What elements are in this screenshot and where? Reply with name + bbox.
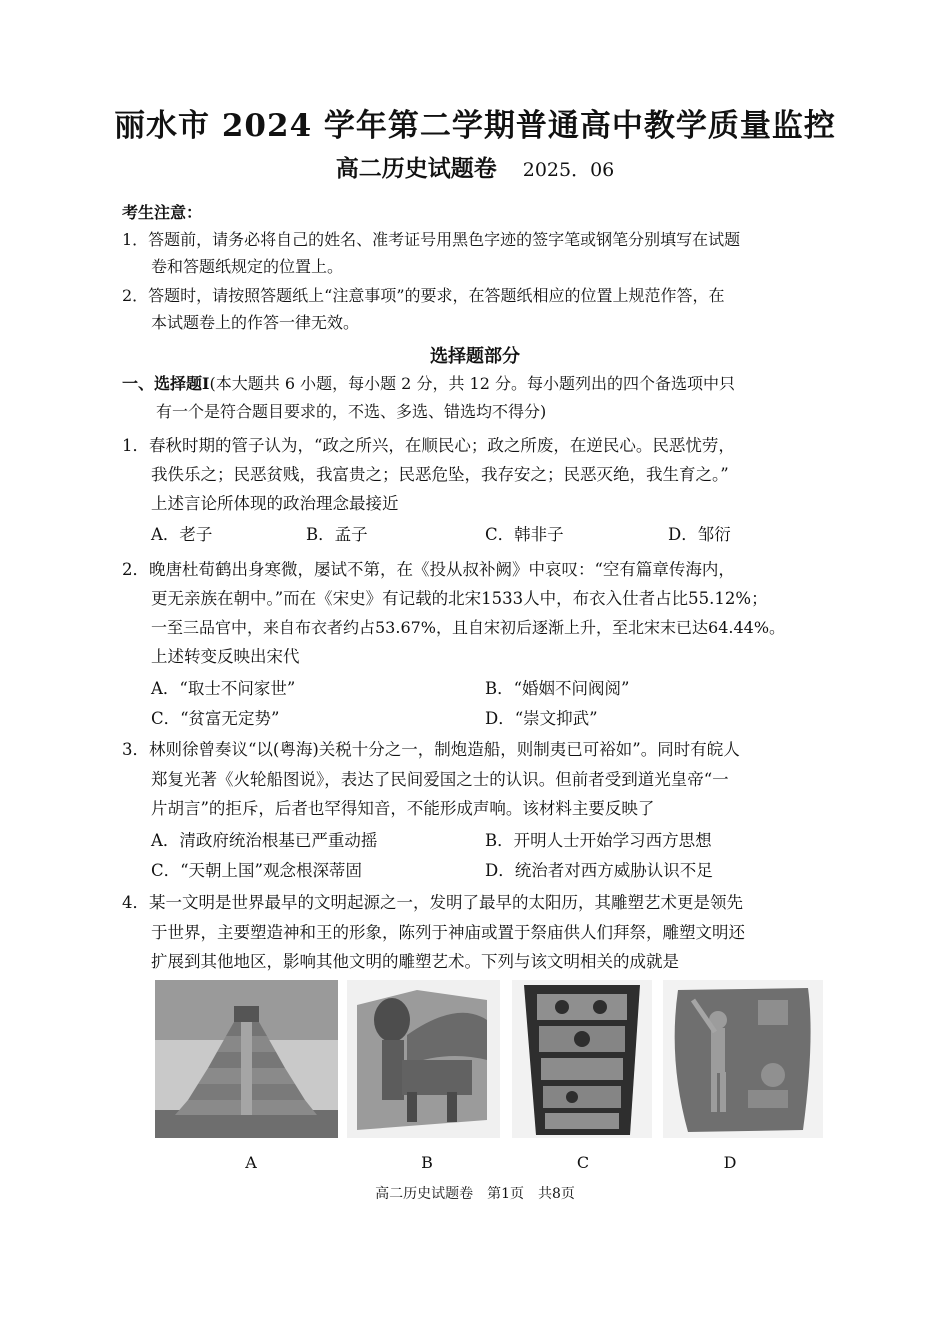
notice-line: 2．答题时，请按照答题纸上“注意事项”的要求，在答题纸相应的位置上规范作答，在 bbox=[122, 286, 725, 305]
question-2-line: 2．晚唐杜荀鹤出身寒微，屡试不第，在《投从叔补阙》中哀叹：“空有篇章传海内， bbox=[122, 560, 735, 579]
q2-option-d: D．“崇文抑武” bbox=[485, 709, 598, 728]
image-label-a: A bbox=[245, 1153, 257, 1172]
question-3-line: 3．林则徐曾奏议“以(粤海)关税十分之一，制炮造船，则制夷已可裕如”。同时有皖人 bbox=[122, 740, 740, 759]
section-heading: 选择题部分 bbox=[430, 346, 520, 367]
notice-line: 卷和答题纸规定的位置上。 bbox=[151, 257, 344, 276]
q1-option-c: C．韩非子 bbox=[485, 525, 564, 544]
question-4-line: 4．某一文明是世界最早的文明起源之一，发明了最早的太阳历，其雕塑艺术更是领先 bbox=[122, 893, 743, 912]
q3-option-c: C．“天朝上国”观念根深蒂固 bbox=[151, 861, 362, 880]
q1-option-d: D．邹衍 bbox=[668, 525, 731, 544]
decorated-panel-image bbox=[512, 980, 652, 1138]
step-pyramid-image bbox=[155, 980, 338, 1138]
q3-option-b: B．开明人士开始学习西方思想 bbox=[485, 831, 712, 850]
notice-line: 本试题卷上的作答一律无效。 bbox=[151, 313, 360, 332]
image-label-d: D bbox=[723, 1153, 737, 1172]
question-1-line: 1．春秋时期的管子认为，“政之所兴，在顺民心；政之所废，在逆民心。民恶忧劳， bbox=[122, 436, 735, 455]
q1-option-b: B．孟子 bbox=[306, 525, 368, 544]
q2-option-a: A．“取士不问家世” bbox=[151, 679, 296, 698]
part-label: 一、选择题Ⅰ bbox=[122, 374, 210, 393]
notice-heading: 考生注意： bbox=[122, 203, 203, 222]
q1-option-a: A．老子 bbox=[151, 525, 213, 544]
exam-subtitle bbox=[0, 150, 950, 183]
exam-title: 丽水市 2024 学年第二学期普通高中教学质量监控 bbox=[114, 108, 836, 144]
winged-bull-relief-image bbox=[347, 980, 500, 1138]
question-4-line: 于世界，主要塑造神和王的形象，陈列于神庙或置于祭庙供人们拜祭，雕塑文明还 bbox=[151, 923, 745, 942]
question-4-line: 扩展到其他地区，影响其他文明的雕塑艺术。下列与该文明相关的成就是 bbox=[151, 952, 679, 971]
question-1-line: 我佚乐之；民恶贫贱，我富贵之；民恶危坠，我存安之；民恶灭绝，我生育之。” bbox=[151, 465, 729, 484]
part-description: (本大题共 6 小题，每小题 2 分，共 12 分。每小题列出的四个备选项中只 bbox=[209, 374, 735, 393]
question-2-line: 更无亲族在朝中。”而在《宋史》有记载的北宋1533人中，布衣入仕者占比55.12%； bbox=[151, 589, 768, 608]
q2-option-c: C．“贫富无定势” bbox=[151, 709, 280, 728]
image-label-b: B bbox=[421, 1153, 433, 1172]
page-footer: 高二历史试题卷 第1页 共8页 bbox=[375, 1186, 575, 1202]
q3-option-a: A．清政府统治根基已严重动摇 bbox=[151, 831, 378, 850]
image-label-c: C bbox=[576, 1153, 590, 1172]
subject-title: 高二历史试题卷 bbox=[335, 155, 497, 182]
q2-option-b: B．“婚姻不问阀阅” bbox=[485, 679, 630, 698]
question-2-line: 一至三品官中，来自布衣者约占53.67%，且自宋初后逐渐上升，至北宋末已达64.44%。 bbox=[151, 618, 786, 637]
exam-date: 2025．06 bbox=[522, 159, 615, 181]
question-3-line: 片胡言”的拒斥，后者也罕得知音，不能形成声响。该材料主要反映了 bbox=[151, 799, 655, 818]
carved-palette-image bbox=[663, 980, 823, 1138]
question-1-line: 上述言论所体现的政治理念最接近 bbox=[151, 494, 399, 513]
question-2-line: 上述转变反映出宋代 bbox=[151, 647, 300, 666]
q3-option-d: D．统治者对西方威胁认识不足 bbox=[485, 861, 713, 880]
notice-line: 1．答题前，请务必将自己的姓名、准考证号用黑色字迹的签字笔或钢笔分别填写在试题 bbox=[122, 230, 741, 249]
part-description-cont: 有一个是符合题目要求的，不选、多选、错选均不得分) bbox=[156, 402, 547, 421]
question-3-line: 郑复光著《火轮船图说》，表达了民间爱国之士的认识。但前者受到道光皇帝“一 bbox=[151, 770, 729, 789]
part-instructions bbox=[122, 374, 735, 394]
